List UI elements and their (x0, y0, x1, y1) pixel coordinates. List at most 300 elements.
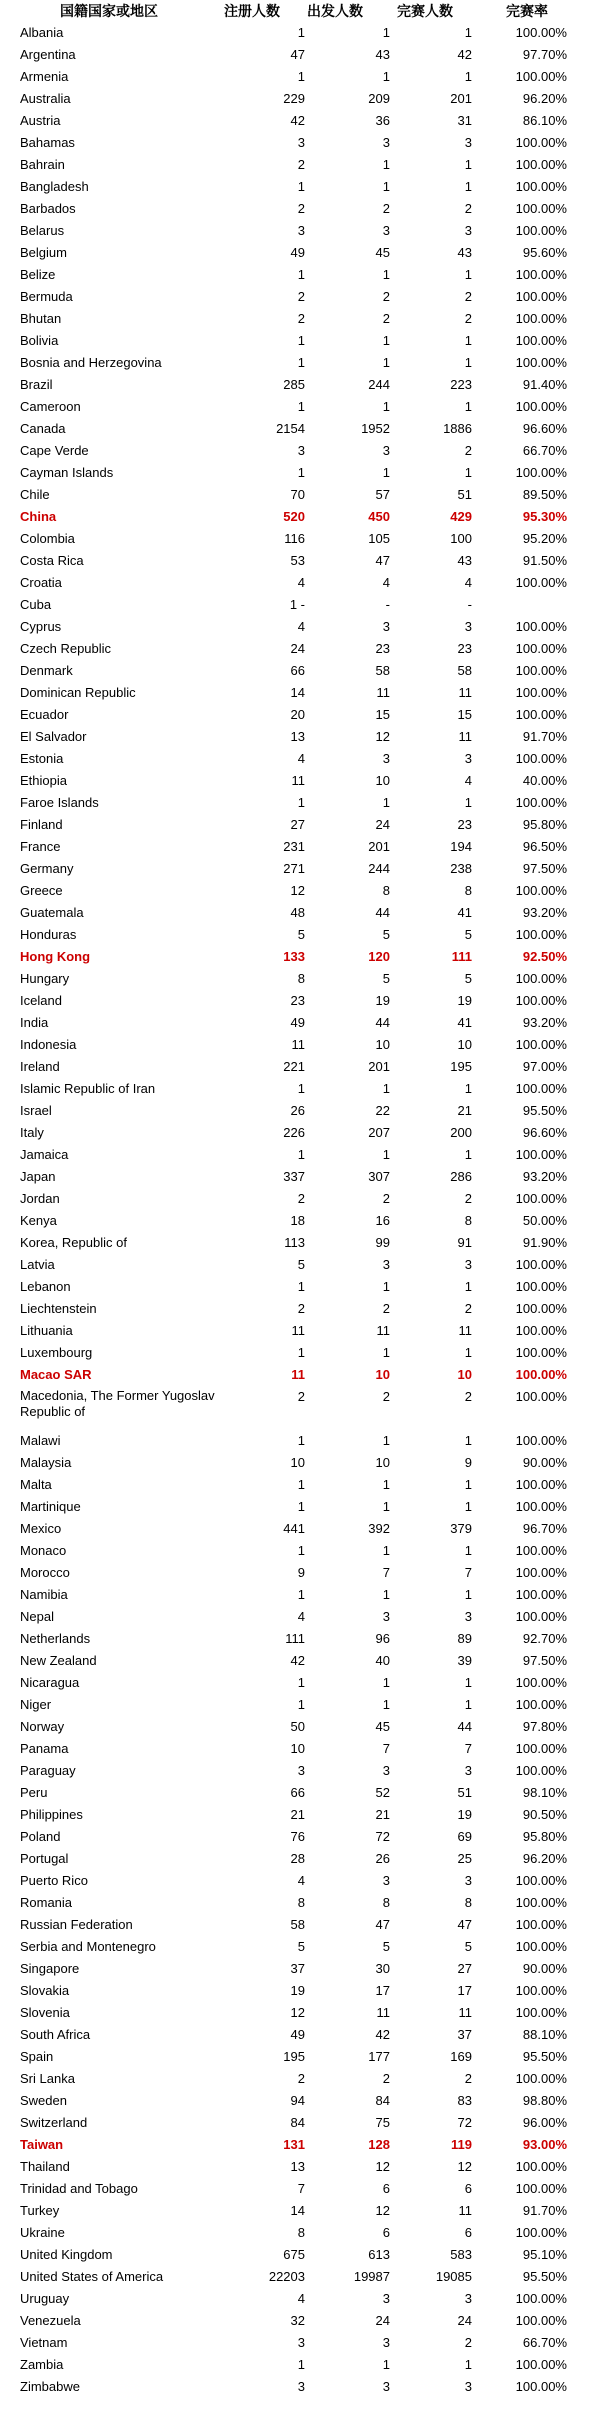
cell-registered: 14 (290, 685, 305, 700)
cell-rate: 96.60% (522, 1125, 567, 1140)
cell-rate: 88.10% (522, 2027, 567, 2042)
cell-rate: 100.00% (515, 2379, 567, 2394)
cell-starters: 47 (375, 553, 390, 568)
cell-finishers: 1 (464, 1279, 472, 1294)
cell-rate: 95.80% (522, 817, 567, 832)
cell-registered: 4 (297, 1873, 305, 1888)
cell-starters: 1 (382, 179, 390, 194)
cell-starters: 84 (375, 2093, 390, 2108)
cell-starters: 1 (382, 1279, 390, 1294)
cell-starters: 36 (375, 113, 390, 128)
cell-registered: 1 (297, 465, 305, 480)
cell-registered: 2 (297, 311, 305, 326)
cell-rate: 96.50% (522, 839, 567, 854)
cell-starters: 1 (382, 157, 390, 172)
cell-rate: 97.50% (522, 1653, 567, 1668)
cell-registered: 12 (290, 2005, 305, 2020)
cell-country: Spain (20, 2049, 54, 2064)
cell-finishers: 1 (464, 333, 472, 348)
cell-country: Slovakia (20, 1983, 70, 1998)
cell-finishers: 31 (457, 113, 472, 128)
cell-rate: 95.10% (522, 2247, 567, 2262)
cell-registered: 24 (290, 641, 305, 656)
cell-starters: 2 (382, 289, 390, 304)
cell-rate: 93.20% (522, 1169, 567, 1184)
cell-country: China (20, 509, 57, 524)
cell-starters: 1 (382, 1433, 390, 1448)
table-row (0, 748, 589, 770)
cell-country: Switzerland (20, 2115, 88, 2130)
cell-registered: 50 (290, 1719, 305, 1734)
cell-finishers: 1 (464, 25, 472, 40)
table-row (0, 1716, 589, 1738)
cell-registered: 4 (297, 575, 305, 590)
cell-country: Venezuela (20, 2313, 81, 2328)
cell-finishers: 6 (464, 2225, 472, 2240)
cell-starters: 1 (382, 267, 390, 282)
table-row (0, 1562, 589, 1584)
cell-registered: 11 (291, 1367, 305, 1382)
cell-finishers: 15 (457, 707, 472, 722)
cell-finishers: 37 (457, 2027, 472, 2042)
cell-starters: 3 (382, 2335, 390, 2350)
cell-country: Portugal (20, 1851, 69, 1866)
cell-finishers: 111 (451, 949, 472, 964)
table-row (0, 1914, 589, 1936)
cell-country: Germany (20, 861, 74, 876)
table-row (0, 1320, 589, 1342)
cell-country: Cuba (20, 597, 52, 612)
cell-rate: 90.00% (522, 1455, 567, 1470)
cell-finishers: 47 (457, 1917, 472, 1932)
table-row (0, 1826, 589, 1848)
cell-finishers: 5 (464, 971, 472, 986)
cell-registered: 23 (290, 993, 305, 1008)
cell-starters: 8 (382, 883, 390, 898)
cell-finishers: 24 (457, 2313, 472, 2328)
cell-country: Morocco (20, 1565, 70, 1580)
cell-registered: 13 (290, 2159, 305, 2174)
cell-rate: 100.00% (515, 69, 567, 84)
header-starters: 出发人数 (307, 3, 363, 19)
cell-rate: 100.00% (515, 575, 567, 590)
table-row (0, 2200, 589, 2222)
table-row (0, 638, 589, 660)
table-row (0, 1540, 589, 1562)
cell-rate: 100.00% (515, 685, 567, 700)
cell-rate: 100.00% (515, 663, 567, 678)
cell-country: New Zealand (20, 1653, 97, 1668)
table-row (0, 1122, 589, 1144)
cell-starters: 99 (375, 1235, 390, 1250)
cell-registered: 116 (284, 531, 305, 546)
cell-finishers: 43 (457, 553, 472, 568)
cell-country: Norway (20, 1719, 65, 1734)
cell-starters: 12 (375, 2203, 390, 2218)
table-row (0, 1342, 589, 1364)
cell-rate: 100.00% (515, 2159, 567, 2174)
cell-rate: 93.20% (522, 905, 567, 920)
cell-country: Slovenia (20, 2005, 70, 2020)
cell-registered: 1 (297, 1499, 305, 1514)
header-rate: 完赛率 (506, 3, 548, 19)
cell-country: Jordan (20, 1191, 60, 1206)
cell-registered: 3 (297, 1763, 305, 1778)
cell-country: Malaysia (20, 1455, 72, 1470)
cell-finishers: 3 (464, 751, 472, 766)
cell-country: Bahamas (20, 135, 75, 150)
cell-finishers: 1 (464, 1543, 472, 1558)
cell-rate: 100.00% (515, 2005, 567, 2020)
table-row (0, 2310, 589, 2332)
cell-starters: 52 (375, 1785, 390, 1800)
cell-registered: 32 (290, 2313, 305, 2328)
cell-starters: 307 (368, 1169, 390, 1184)
cell-starters: 1 (382, 1147, 390, 1162)
cell-finishers: 23 (457, 817, 472, 832)
cell-rate: 100.00% (515, 1323, 567, 1338)
table-row (0, 946, 589, 968)
table-row (0, 176, 589, 198)
cell-registered: 1 (297, 355, 305, 370)
cell-finishers: 583 (450, 2247, 472, 2262)
cell-rate: 96.60% (522, 421, 567, 436)
table-row (0, 1166, 589, 1188)
table-row (0, 88, 589, 110)
cell-finishers: 5 (464, 1939, 472, 1954)
cell-registered: 26 (290, 1103, 305, 1118)
cell-registered: 2 (297, 157, 305, 172)
cell-registered: 271 (283, 861, 305, 876)
table-row (0, 1892, 589, 1914)
header-country: 国籍国家或地区 (60, 3, 158, 19)
cell-country: Turkey (20, 2203, 60, 2218)
cell-country: Dominican Republic (20, 685, 136, 700)
cell-rate: 93.00% (522, 2137, 567, 2152)
cell-starters: 22 (375, 1103, 390, 1118)
cell-rate: 92.50% (522, 949, 567, 964)
cell-registered: 37 (290, 1961, 305, 1976)
cell-finishers: 2 (464, 1301, 472, 1316)
cell-finishers: 11 (458, 2203, 472, 2218)
cell-registered: 1 (297, 1675, 305, 1690)
cell-finishers: 69 (457, 1829, 472, 1844)
cell-starters: 17 (375, 1983, 390, 1998)
cell-starters: 44 (375, 1015, 390, 1030)
cell-registered: 5 (297, 1257, 305, 1272)
table-row (0, 440, 589, 462)
table-row (0, 418, 589, 440)
cell-country: Croatia (20, 575, 62, 590)
cell-registered: 1 (297, 25, 305, 40)
cell-registered: 1 (297, 1587, 305, 1602)
cell-rate: 100.00% (515, 927, 567, 942)
cell-registered: 2 (297, 1191, 305, 1206)
cell-registered: 2 (297, 289, 305, 304)
cell-finishers: 2 (464, 2071, 472, 2086)
cell-finishers: 41 (457, 905, 472, 920)
cell-country: Bermuda (20, 289, 73, 304)
table-row (0, 1804, 589, 1826)
cell-starters: 2 (382, 311, 390, 326)
cell-starters: 2 (382, 1389, 390, 1404)
cell-rate: 100.00% (515, 1609, 567, 1624)
cell-country: Macedonia, The Former Yugoslav Republic of (20, 1388, 215, 1419)
cell-registered: 66 (290, 1785, 305, 1800)
cell-registered: 13 (290, 729, 305, 744)
cell-country: Lithuania (20, 1323, 73, 1338)
cell-rate: 100.00% (515, 1917, 567, 1932)
table-row (0, 2002, 589, 2024)
cell-country: Luxembourg (20, 1345, 93, 1360)
cell-country: Czech Republic (20, 641, 112, 656)
cell-country: Belarus (20, 223, 65, 238)
cell-starters: 1 (382, 1499, 390, 1514)
table-row (0, 2068, 589, 2090)
cell-rate: 100.00% (515, 267, 567, 282)
cell-rate: 97.50% (522, 861, 567, 876)
cell-registered: 47 (290, 47, 305, 62)
cell-registered: 2 (297, 1301, 305, 1316)
cell-finishers: 195 (450, 1059, 472, 1074)
cell-starters: 3 (382, 1257, 390, 1272)
cell-registered: 11 (291, 1037, 305, 1052)
cell-finishers: - (467, 597, 472, 612)
table-row (0, 308, 589, 330)
cell-country: Finland (20, 817, 63, 832)
cell-rate: 96.70% (522, 1521, 567, 1536)
cell-starters: 207 (368, 1125, 390, 1140)
cell-rate: 100.00% (515, 1763, 567, 1778)
cell-finishers: 39 (457, 1653, 472, 1668)
cell-finishers: 1 (464, 795, 472, 810)
cell-registered: 221 (283, 1059, 305, 1074)
cell-country: Ireland (20, 1059, 60, 1074)
cell-country: Liechtenstein (20, 1301, 97, 1316)
cell-country: Japan (20, 1169, 56, 1184)
cell-starters: 1 (382, 465, 390, 480)
cell-country: Israel (20, 1103, 52, 1118)
cell-rate: 100.00% (515, 355, 567, 370)
cell-registered: 5 (297, 1939, 305, 1954)
cell-finishers: 3 (464, 1873, 472, 1888)
cell-finishers: 7 (464, 1741, 472, 1756)
cell-registered: 8 (297, 2225, 305, 2240)
cell-registered: 675 (283, 2247, 305, 2262)
cell-finishers: 1 (464, 1345, 472, 1360)
cell-rate: 100.00% (515, 2357, 567, 2372)
cell-country: Cape Verde (20, 443, 89, 458)
table-row (0, 814, 589, 836)
cell-registered: 53 (290, 553, 305, 568)
cell-country: El Salvador (20, 729, 87, 744)
cell-finishers: 11 (458, 685, 472, 700)
cell-starters: 613 (368, 2247, 390, 2262)
table-row (0, 572, 589, 594)
cell-rate: 96.20% (522, 91, 567, 106)
cell-starters: 1 (382, 1543, 390, 1558)
table-row (0, 2134, 589, 2156)
cell-registered: 133 (283, 949, 305, 964)
cell-starters: 177 (368, 2049, 390, 2064)
table-row (0, 1144, 589, 1166)
cell-country: Cyprus (20, 619, 62, 634)
cell-registered: 3 (297, 135, 305, 150)
cell-starters: 3 (382, 1609, 390, 1624)
cell-registered: 42 (290, 1653, 305, 1668)
table-row (0, 396, 589, 418)
cell-starters: 2 (382, 1191, 390, 1206)
cell-finishers: 1 (464, 1499, 472, 1514)
table-row (0, 1276, 589, 1298)
cell-finishers: 194 (450, 839, 472, 854)
cell-finishers: 1 (464, 1147, 472, 1162)
cell-registered: 58 (290, 1917, 305, 1932)
cell-finishers: 2 (464, 201, 472, 216)
cell-finishers: 8 (464, 1213, 472, 1228)
cell-rate: 97.80% (522, 1719, 567, 1734)
cell-country: Bhutan (20, 311, 62, 326)
cell-country: Bangladesh (20, 179, 89, 194)
cell-registered: 1 (297, 1345, 305, 1360)
cell-finishers: 43 (457, 245, 472, 260)
cell-finishers: 42 (457, 47, 472, 62)
cell-registered: 111 (285, 1631, 305, 1646)
cell-country: Iceland (20, 993, 62, 1008)
cell-country: Hungary (20, 971, 70, 986)
cell-registered: 4 (297, 751, 305, 766)
cell-registered: 1 (297, 69, 305, 84)
cell-country: Vietnam (20, 2335, 68, 2350)
table-row (0, 330, 589, 352)
table-row (0, 1936, 589, 1958)
cell-rate: 100.00% (515, 25, 567, 40)
cell-country: Nicaragua (20, 1675, 80, 1690)
cell-country: Trinidad and Tobago (20, 2181, 138, 2196)
cell-starters: 6 (382, 2181, 390, 2196)
cell-registered: 22203 (268, 2269, 305, 2284)
cell-rate: 100.00% (515, 223, 567, 238)
table-row (0, 968, 589, 990)
cell-registered: 3 (297, 443, 305, 458)
table-row (0, 1760, 589, 1782)
cell-starters: 1 (382, 69, 390, 84)
cell-finishers: 200 (450, 1125, 472, 1140)
cell-finishers: 429 (450, 509, 472, 524)
cell-starters: 209 (368, 91, 390, 106)
cell-registered: 1 (297, 1433, 305, 1448)
cell-country: Brazil (20, 377, 53, 392)
cell-starters: 392 (368, 1521, 390, 1536)
cell-starters: 58 (375, 663, 390, 678)
cell-starters: 24 (375, 817, 390, 832)
cell-rate: 66.70% (522, 2335, 567, 2350)
cell-registered: 3 (297, 2335, 305, 2350)
table-row (0, 286, 589, 308)
cell-registered: 5 (297, 927, 305, 942)
cell-finishers: 3 (464, 135, 472, 150)
cell-starters: 2 (382, 201, 390, 216)
cell-registered: 49 (290, 2027, 305, 2042)
cell-registered: 2 (297, 201, 305, 216)
table-row (0, 198, 589, 220)
cell-rate: 100.00% (515, 641, 567, 656)
cell-country: Puerto Rico (20, 1873, 88, 1888)
cell-starters: 5 (382, 971, 390, 986)
cell-starters: 10 (375, 1037, 390, 1052)
cell-rate: 100.00% (515, 1037, 567, 1052)
table-row (0, 1012, 589, 1034)
cell-finishers: 238 (450, 861, 472, 876)
cell-finishers: 223 (450, 377, 472, 392)
cell-starters: 23 (375, 641, 390, 656)
cell-starters: 45 (375, 245, 390, 260)
cell-rate: 90.50% (522, 1807, 567, 1822)
cell-starters: 10 (375, 773, 390, 788)
cell-registered: 49 (290, 245, 305, 260)
cell-starters: 244 (368, 861, 390, 876)
cell-starters: 96 (375, 1631, 390, 1646)
cell-country: Colombia (20, 531, 75, 546)
cell-rate: 100.00% (515, 2291, 567, 2306)
cell-registered: 12 (290, 883, 305, 898)
table-row (0, 44, 589, 66)
cell-rate: 100.00% (515, 2313, 567, 2328)
table-row (0, 462, 589, 484)
cell-country: Estonia (20, 751, 64, 766)
cell-country: Albania (20, 25, 64, 40)
cell-registered: 3 (297, 2379, 305, 2394)
cell-registered: 441 (283, 1521, 305, 1536)
table-row (0, 1672, 589, 1694)
cell-country: Ecuador (20, 707, 69, 722)
cell-registered: 18 (290, 1213, 305, 1228)
cell-starters: 24 (375, 2313, 390, 2328)
cell-registered: 14 (290, 2203, 305, 2218)
cell-country: Canada (20, 421, 66, 436)
cell-finishers: 2 (464, 1389, 472, 1404)
cell-starters: 42 (375, 2027, 390, 2042)
cell-rate: 100.00% (515, 1741, 567, 1756)
table-row (0, 1870, 589, 1892)
cell-rate: 95.20% (522, 531, 567, 546)
cell-starters: 1 (382, 399, 390, 414)
cell-registered: 66 (290, 663, 305, 678)
cell-starters: 1 (382, 333, 390, 348)
cell-registered: 1 (297, 1147, 305, 1162)
cell-registered: 8 (297, 1895, 305, 1910)
table-row (0, 1210, 589, 1232)
cell-starters: 19 (375, 993, 390, 1008)
cell-finishers: 83 (457, 2093, 472, 2108)
cell-starters: 4 (382, 575, 390, 590)
cell-starters: 1 (382, 795, 390, 810)
table-header (0, 0, 589, 22)
cell-finishers: 9 (464, 1455, 472, 1470)
table-row (0, 264, 589, 286)
table-row (0, 66, 589, 88)
cell-starters: 75 (375, 2115, 390, 2130)
cell-starters: 3 (382, 443, 390, 458)
cell-rate: 100.00% (515, 399, 567, 414)
cell-finishers: 25 (457, 1851, 472, 1866)
cell-rate: 92.70% (522, 1631, 567, 1646)
table-row (0, 616, 589, 638)
table-row (0, 1474, 589, 1496)
cell-rate: 66.70% (522, 443, 567, 458)
cell-finishers: 11 (458, 2005, 472, 2020)
cell-rate: 100.00% (515, 1543, 567, 1558)
